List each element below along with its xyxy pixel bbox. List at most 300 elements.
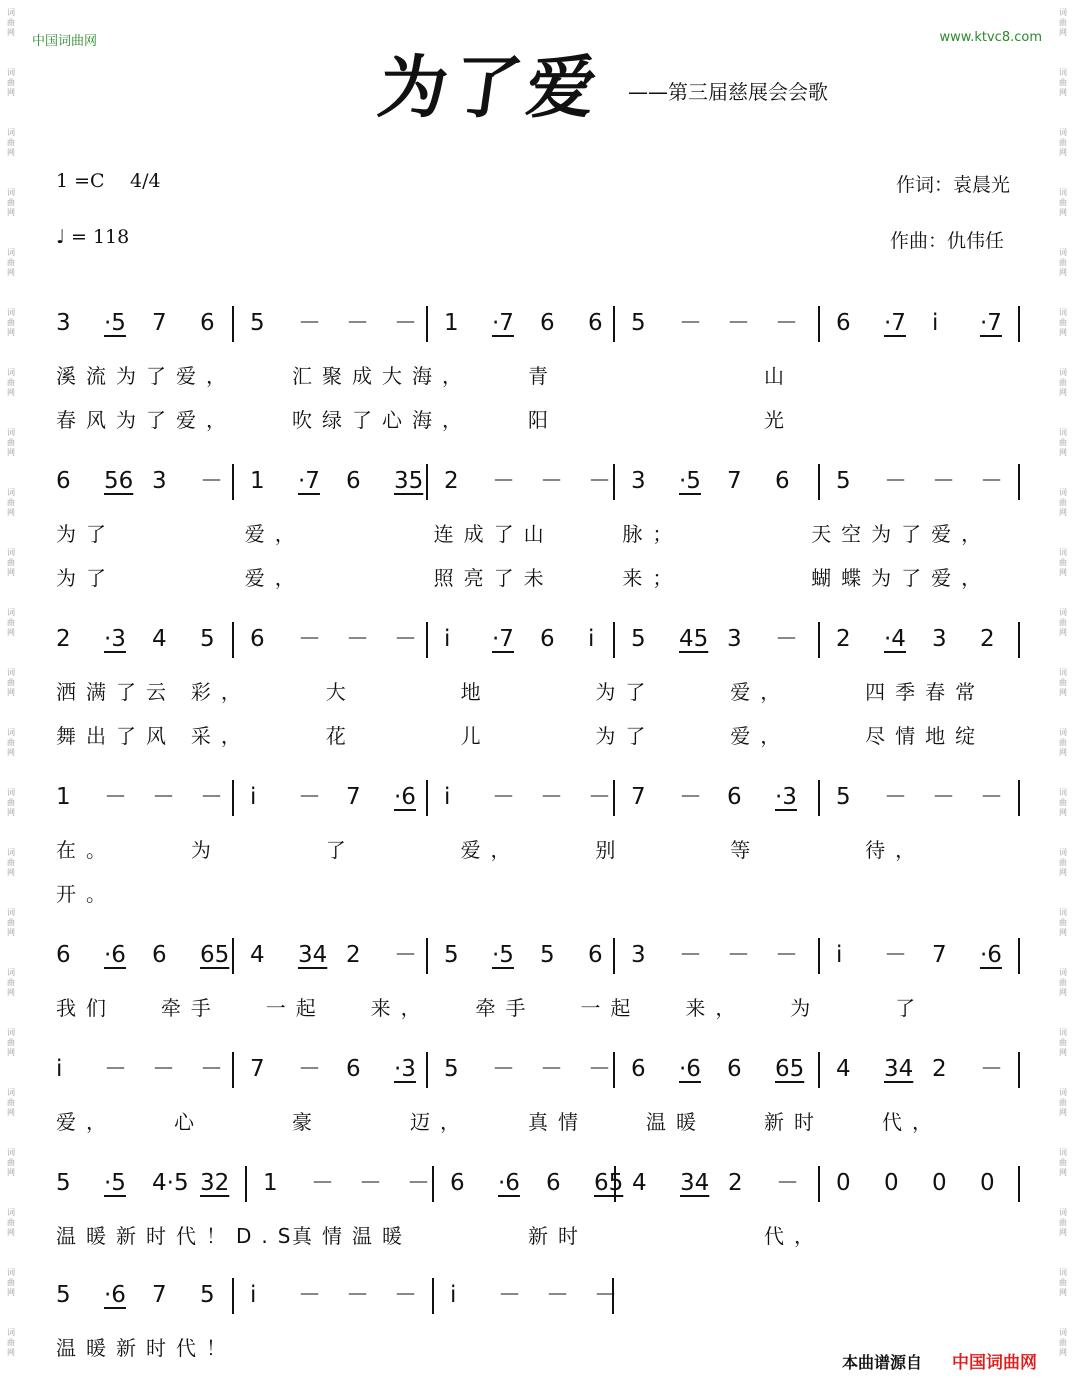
note: 6 xyxy=(56,468,71,494)
lyric-syllable: 等 xyxy=(730,838,761,862)
site-url-watermark-right: www.ktvc8.com xyxy=(939,30,1042,45)
lyric-syllable: 待， xyxy=(865,838,926,862)
note: ·7 xyxy=(492,310,514,336)
key-signature: 1 =C xyxy=(56,170,105,192)
note: 7 xyxy=(250,1056,265,1082)
note: ·5 xyxy=(492,942,514,968)
bar-line xyxy=(613,1052,615,1088)
note: 2 xyxy=(980,626,995,652)
lyric-syllable: 了 xyxy=(895,996,926,1020)
bar-line xyxy=(232,780,234,816)
note: 65 xyxy=(200,942,230,968)
note: 5 xyxy=(200,626,215,652)
note: 1 xyxy=(250,468,265,494)
note: 4 xyxy=(250,942,265,968)
note: － xyxy=(394,626,417,652)
note: 0 xyxy=(836,1170,851,1196)
lyric-syllable: 为了 xyxy=(56,566,116,590)
note: 56 xyxy=(104,468,134,494)
note: i xyxy=(932,310,939,336)
lyric-syllable: 一起 xyxy=(580,996,641,1020)
lyric-syllable: 开。 xyxy=(56,882,116,906)
lyric-syllable: 爱， xyxy=(730,680,791,704)
lyric-syllable: 我们 xyxy=(56,996,116,1020)
note: － xyxy=(775,942,798,968)
note: 6 xyxy=(540,626,555,652)
note: ·7 xyxy=(298,468,320,494)
bar-line xyxy=(232,938,234,974)
note: 2 xyxy=(444,468,459,494)
note: 5 xyxy=(631,310,646,336)
lyric-syllable: 温暖新时代！D.S xyxy=(56,1224,301,1248)
note: 0 xyxy=(980,1170,995,1196)
note: i xyxy=(444,626,451,652)
note: 5 xyxy=(444,942,459,968)
bar-line xyxy=(232,464,234,500)
lyric-syllable: 新时 xyxy=(528,1224,588,1248)
side-watermark-mark: 词 曲 网 xyxy=(7,8,15,37)
note: － xyxy=(588,1056,611,1082)
note: 6 xyxy=(588,942,603,968)
note: － xyxy=(980,1056,1003,1082)
side-watermark-mark: 词 曲 网 xyxy=(7,308,15,337)
side-watermark-mark: 词 曲 网 xyxy=(1059,728,1067,757)
bar-line xyxy=(818,1052,820,1088)
lyric-syllable: 为了 xyxy=(56,522,116,546)
note: 3 xyxy=(932,626,947,652)
side-watermark-mark: 词 曲 网 xyxy=(7,728,15,757)
bar-line xyxy=(245,1166,247,1202)
lyric-syllable: 为了 xyxy=(595,724,656,748)
side-watermark-mark: 词 曲 网 xyxy=(1059,908,1067,937)
note: 7 xyxy=(932,942,947,968)
lyric-syllable: 来， xyxy=(685,996,746,1020)
bar-line xyxy=(1018,780,1020,816)
note: － xyxy=(492,468,515,494)
side-watermark-mark: 词 曲 网 xyxy=(7,1208,15,1237)
lyric-syllable: 来； xyxy=(622,566,683,590)
side-watermark-mark: 词 曲 网 xyxy=(7,68,15,97)
lyric-syllable: 爱， xyxy=(56,1110,116,1134)
note: ·6 xyxy=(394,784,416,810)
note: － xyxy=(311,1170,334,1196)
note: 6 xyxy=(450,1170,465,1196)
bar-line xyxy=(426,1052,428,1088)
lyric-syllable: 吹绿了心海， xyxy=(292,408,472,432)
note: 1 xyxy=(56,784,71,810)
note: － xyxy=(200,784,223,810)
side-watermark-mark: 词 曲 网 xyxy=(1059,1208,1067,1237)
lyric-syllable: 牵手 xyxy=(160,996,221,1020)
note: 5 xyxy=(56,1170,71,1196)
note: － xyxy=(104,784,127,810)
lyric-syllable: 为 xyxy=(790,996,821,1020)
note: － xyxy=(540,468,563,494)
lyric-syllable: 心 xyxy=(174,1110,204,1134)
lyric-syllable: 地 xyxy=(460,680,491,704)
lyric-syllable: 豪 xyxy=(292,1110,322,1134)
side-watermark-mark: 词 曲 网 xyxy=(1059,248,1067,277)
bar-line xyxy=(426,622,428,658)
side-watermark-mark: 词 曲 网 xyxy=(1059,608,1067,637)
note: － xyxy=(200,468,223,494)
note: 6 xyxy=(727,1056,742,1082)
note: － xyxy=(407,1170,430,1196)
note: － xyxy=(679,784,702,810)
note: 6 xyxy=(588,310,603,336)
note: 65 xyxy=(775,1056,805,1082)
side-watermark-mark: 词 曲 网 xyxy=(1059,1268,1067,1297)
note: － xyxy=(298,784,321,810)
note: － xyxy=(298,1056,321,1082)
note: － xyxy=(200,1056,223,1082)
note: 7 xyxy=(152,1282,167,1308)
note: ·5 xyxy=(679,468,701,494)
note: － xyxy=(394,310,417,336)
note: － xyxy=(492,1056,515,1082)
note: 2 xyxy=(932,1056,947,1082)
lyric-syllable: 蝴蝶为了爱， xyxy=(811,566,992,590)
note: － xyxy=(884,784,907,810)
note: 34 xyxy=(680,1170,710,1196)
side-watermark-mark: 词 曲 网 xyxy=(1059,1028,1067,1057)
lyric-syllable: 了 xyxy=(325,838,356,862)
left-watermark-strip xyxy=(0,0,22,1397)
lyric-syllable: 一起 xyxy=(265,996,326,1020)
side-watermark-mark: 词 曲 网 xyxy=(1059,308,1067,337)
note: ·6 xyxy=(679,1056,701,1082)
note: 1 xyxy=(444,310,459,336)
lyric-syllable: 真情温暖 xyxy=(292,1224,412,1248)
side-watermark-mark: 词 曲 网 xyxy=(1059,188,1067,217)
note: － xyxy=(775,626,798,652)
note: 0 xyxy=(932,1170,947,1196)
lyric-syllable: 脉； xyxy=(622,522,683,546)
note: － xyxy=(932,468,955,494)
lyric-syllable: 洒满了云 xyxy=(56,680,176,704)
note: 6 xyxy=(836,310,851,336)
note: － xyxy=(394,1282,417,1308)
note: i xyxy=(250,1282,257,1308)
side-watermark-mark: 词 曲 网 xyxy=(7,608,15,637)
bar-line xyxy=(432,1278,434,1314)
side-watermark-mark: 词 曲 网 xyxy=(7,968,15,997)
note: － xyxy=(932,784,955,810)
bar-line xyxy=(232,306,234,342)
bar-line xyxy=(1018,464,1020,500)
side-watermark-mark: 词 曲 网 xyxy=(1059,488,1067,517)
side-watermark-mark: 词 曲 网 xyxy=(1059,428,1067,457)
note: 6 xyxy=(346,1056,361,1082)
note: ·6 xyxy=(980,942,1002,968)
lyric-syllable: 山 xyxy=(764,364,794,388)
lyric-syllable: 光 xyxy=(764,408,794,432)
note: ·3 xyxy=(775,784,797,810)
lyric-syllable: 新时 xyxy=(764,1110,824,1134)
note: － xyxy=(980,468,1003,494)
bar-line xyxy=(426,306,428,342)
lyric-syllable: 爱， xyxy=(244,566,305,590)
lyric-syllable: 爱， xyxy=(730,724,791,748)
side-watermark-mark: 词 曲 网 xyxy=(7,548,15,577)
note: － xyxy=(884,942,907,968)
note: － xyxy=(346,1282,369,1308)
footer-source-label: 本曲谱源自 xyxy=(842,1353,923,1372)
note: － xyxy=(727,942,750,968)
note: － xyxy=(152,1056,175,1082)
lyric-syllable: 大 xyxy=(325,680,356,704)
note: 6 xyxy=(631,1056,646,1082)
bar-line xyxy=(613,464,615,500)
site-name-watermark-left: 中国词曲网 xyxy=(32,34,98,49)
lyric-syllable: 牵手 xyxy=(475,996,536,1020)
note: ·6 xyxy=(104,1282,126,1308)
note: － xyxy=(546,1282,569,1308)
lyric-syllable: 真情 xyxy=(528,1110,588,1134)
note: 6 xyxy=(775,468,790,494)
side-watermark-mark: 词 曲 网 xyxy=(1059,548,1067,577)
note: 7 xyxy=(631,784,646,810)
note: ·5 xyxy=(104,1170,126,1196)
note: 7 xyxy=(727,468,742,494)
note: － xyxy=(346,626,369,652)
note: i xyxy=(56,1056,63,1082)
side-watermark-mark: 词 曲 网 xyxy=(7,428,15,457)
bar-line xyxy=(613,780,615,816)
note: 32 xyxy=(200,1170,230,1196)
side-watermark-mark: 词 曲 网 xyxy=(1059,8,1067,37)
note: 7 xyxy=(346,784,361,810)
bar-line xyxy=(613,938,615,974)
note: － xyxy=(498,1282,521,1308)
note: － xyxy=(104,1056,127,1082)
lyric-syllable: 来， xyxy=(370,996,431,1020)
tempo-marking: ♩ = 118 xyxy=(56,226,130,248)
side-watermark-mark: 词 曲 网 xyxy=(1059,1148,1067,1177)
note: － xyxy=(775,310,798,336)
lyric-syllable: 爱， xyxy=(460,838,521,862)
bar-line xyxy=(818,938,820,974)
note: 5 xyxy=(200,1282,215,1308)
bar-line xyxy=(818,464,820,500)
note: 5 xyxy=(444,1056,459,1082)
note: － xyxy=(679,942,702,968)
note: － xyxy=(588,468,611,494)
bar-line xyxy=(1018,1166,1020,1202)
note: ·5 xyxy=(104,310,126,336)
side-watermark-mark: 词 曲 网 xyxy=(1059,68,1067,97)
note: 5 xyxy=(250,310,265,336)
lyric-syllable: 为 xyxy=(190,838,221,862)
lyric-syllable: 尽情地绽 xyxy=(865,724,986,748)
side-watermark-mark: 词 曲 网 xyxy=(7,668,15,697)
note: 34 xyxy=(298,942,328,968)
note: － xyxy=(492,784,515,810)
lyric-syllable: 温暖新时代！ xyxy=(56,1336,236,1360)
lyric-syllable: 连成了山 xyxy=(433,522,554,546)
lyric-syllable: 舞出了风 xyxy=(56,724,176,748)
bar-line xyxy=(818,622,820,658)
side-watermark-mark: 词 曲 网 xyxy=(7,488,15,517)
song-subtitle: ——第三届慈展会会歌 xyxy=(628,80,828,104)
note: 6 xyxy=(540,310,555,336)
bar-line xyxy=(232,622,234,658)
bar-line xyxy=(426,780,428,816)
note: 6 xyxy=(200,310,215,336)
lyric-syllable: 阳 xyxy=(528,408,558,432)
note: 6 xyxy=(346,468,361,494)
note: － xyxy=(884,468,907,494)
note: － xyxy=(346,310,369,336)
bar-line xyxy=(426,464,428,500)
side-watermark-mark: 词 曲 网 xyxy=(7,908,15,937)
bar-line xyxy=(818,306,820,342)
lyric-syllable: 温暖 xyxy=(646,1110,706,1134)
bar-line xyxy=(1018,938,1020,974)
note: ·7 xyxy=(492,626,514,652)
footer-site-name: 中国词曲网 xyxy=(952,1353,1037,1373)
note: 0 xyxy=(884,1170,899,1196)
note: 2 xyxy=(56,626,71,652)
note: ·7 xyxy=(980,310,1002,336)
note: － xyxy=(540,784,563,810)
composer-credit: 作曲：仇伟任 xyxy=(890,230,1005,252)
lyric-syllable: 春风为了爱， xyxy=(56,408,236,432)
lyric-syllable: 溪流为了爱， xyxy=(56,364,236,388)
bar-line xyxy=(1018,306,1020,342)
lyric-syllable: 为了 xyxy=(595,680,656,704)
note: 4 xyxy=(632,1170,647,1196)
note: i xyxy=(444,784,451,810)
note: ·4 xyxy=(884,626,906,652)
note: ·3 xyxy=(104,626,126,652)
note: 5 xyxy=(540,942,555,968)
note: 65 xyxy=(594,1170,624,1196)
lyric-syllable: 花 xyxy=(325,724,356,748)
lyric-syllable: 代， xyxy=(882,1110,942,1134)
side-watermark-mark: 词 曲 网 xyxy=(7,1088,15,1117)
side-watermark-mark: 词 曲 网 xyxy=(7,1328,15,1357)
note: 5 xyxy=(836,468,851,494)
lyric-syllable: 彩， xyxy=(190,680,251,704)
note: － xyxy=(594,1282,617,1308)
note: 3 xyxy=(631,942,646,968)
side-watermark-mark: 词 曲 网 xyxy=(1059,848,1067,877)
lyric-syllable: 儿 xyxy=(460,724,491,748)
side-watermark-mark: 词 曲 网 xyxy=(1059,968,1067,997)
note: － xyxy=(394,942,417,968)
note: 2 xyxy=(836,626,851,652)
side-watermark-mark: 词 曲 网 xyxy=(7,1148,15,1177)
note: 2 xyxy=(728,1170,743,1196)
side-watermark-mark: 词 曲 网 xyxy=(1059,1328,1067,1357)
lyric-syllable: 代， xyxy=(764,1224,824,1248)
side-watermark-mark: 词 曲 网 xyxy=(1059,668,1067,697)
note: 3 xyxy=(727,626,742,652)
side-watermark-mark: 词 曲 网 xyxy=(1059,368,1067,397)
side-watermark-mark: 词 曲 网 xyxy=(7,368,15,397)
side-watermark-mark: 词 曲 网 xyxy=(7,788,15,817)
bar-line xyxy=(1018,622,1020,658)
bar-line xyxy=(613,622,615,658)
note: － xyxy=(679,310,702,336)
note: － xyxy=(588,784,611,810)
note: 45 xyxy=(679,626,709,652)
bar-line xyxy=(426,938,428,974)
bar-line xyxy=(1018,1052,1020,1088)
note: i xyxy=(836,942,843,968)
note: 6 xyxy=(546,1170,561,1196)
bar-line xyxy=(818,1166,820,1202)
lyric-syllable: 四季春常 xyxy=(865,680,986,704)
bar-line xyxy=(232,1278,234,1314)
side-watermark-mark: 词 曲 网 xyxy=(7,848,15,877)
note: － xyxy=(980,784,1003,810)
lyric-syllable: 迈， xyxy=(410,1110,470,1134)
bar-line xyxy=(613,306,615,342)
note: 6 xyxy=(250,626,265,652)
note: － xyxy=(298,1282,321,1308)
note: 6 xyxy=(152,942,167,968)
note: 3 xyxy=(631,468,646,494)
note: 4 xyxy=(836,1056,851,1082)
note: － xyxy=(727,310,750,336)
note: － xyxy=(359,1170,382,1196)
note: i xyxy=(450,1282,457,1308)
note: 3 xyxy=(152,468,167,494)
note: 34 xyxy=(884,1056,914,1082)
side-watermark-mark: 词 曲 网 xyxy=(1059,1088,1067,1117)
lyric-syllable: 青 xyxy=(528,364,558,388)
note: ·6 xyxy=(498,1170,520,1196)
lyricist-credit: 作词：袁晨光 xyxy=(896,174,1011,196)
lyric-syllable: 别 xyxy=(595,838,626,862)
note: ·6 xyxy=(104,942,126,968)
note: 6 xyxy=(56,942,71,968)
note: 6 xyxy=(727,784,742,810)
note: ·7 xyxy=(884,310,906,336)
note: 3 xyxy=(56,310,71,336)
side-watermark-mark: 词 曲 网 xyxy=(1059,788,1067,817)
lyric-syllable: 天空为了爱， xyxy=(811,522,992,546)
note: 1 xyxy=(263,1170,278,1196)
side-watermark-mark: 词 曲 网 xyxy=(1059,128,1067,157)
note: 4 xyxy=(152,626,167,652)
note: i xyxy=(250,784,257,810)
bar-line xyxy=(432,1166,434,1202)
note: 2 xyxy=(346,942,361,968)
lyric-syllable: 爱， xyxy=(244,522,305,546)
lyric-syllable: 采， xyxy=(190,724,251,748)
lyric-syllable: 汇聚成大海， xyxy=(292,364,472,388)
bar-line xyxy=(232,1052,234,1088)
side-watermark-mark: 词 曲 网 xyxy=(7,1028,15,1057)
note: 5 xyxy=(631,626,646,652)
note: 5 xyxy=(56,1282,71,1308)
side-watermark-mark: 词 曲 网 xyxy=(7,248,15,277)
note: i xyxy=(588,626,595,652)
note: － xyxy=(776,1170,799,1196)
side-watermark-mark: 词 曲 网 xyxy=(7,1268,15,1297)
note: － xyxy=(298,626,321,652)
time-signature: 4/4 xyxy=(130,170,161,192)
note: － xyxy=(152,784,175,810)
note: 35 xyxy=(394,468,424,494)
side-watermark-mark: 词 曲 网 xyxy=(7,128,15,157)
lyric-syllable: 照亮了未 xyxy=(433,566,554,590)
note: 4·5 xyxy=(152,1170,189,1196)
side-watermark-mark: 词 曲 网 xyxy=(7,188,15,217)
